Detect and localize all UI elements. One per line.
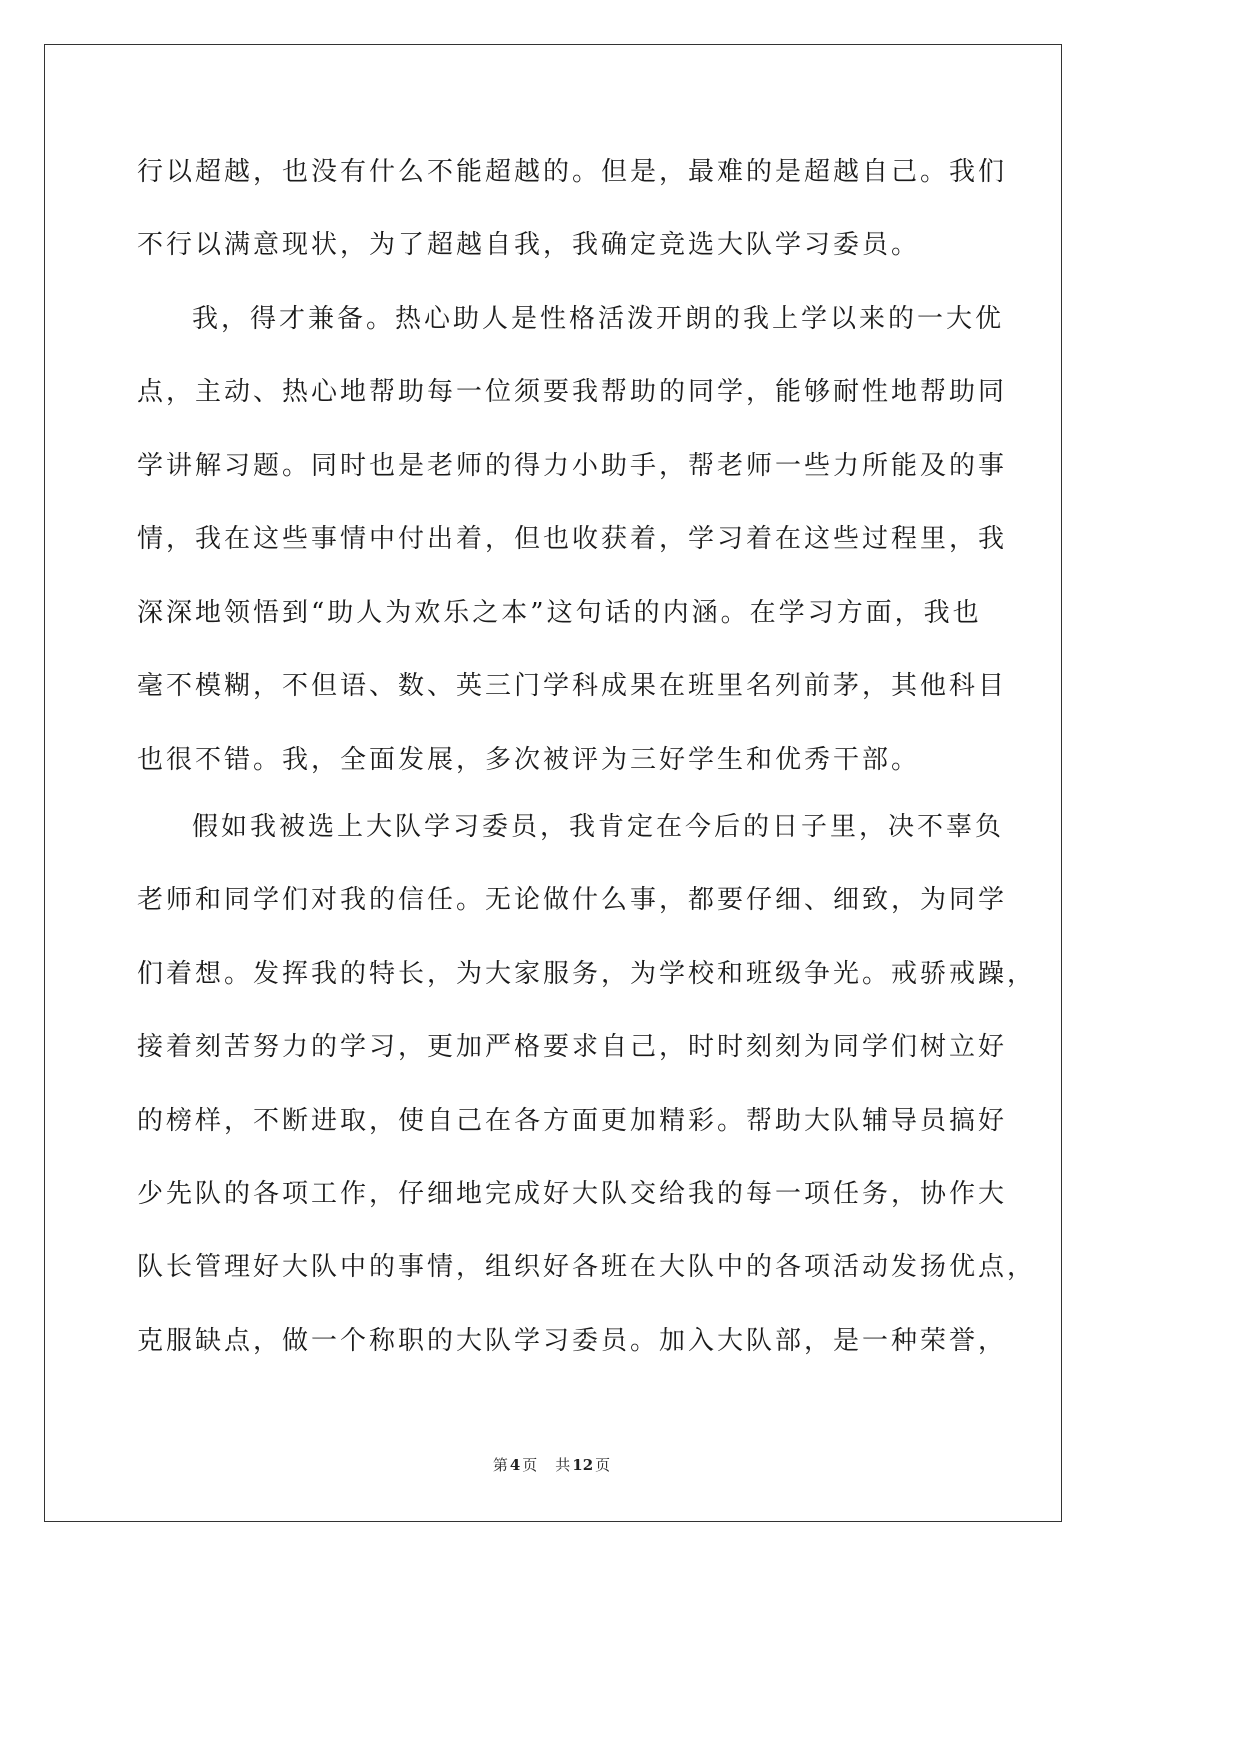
text-line: 情，我在这些事情中付出着，但也收获着，学习着在这些过程里，我 (137, 524, 1008, 554)
text-line: 也很不错。我，全面发展，多次被评为三好学生和优秀干部。 (137, 745, 921, 775)
text-line: 深深地领悟到“助人为欢乐之本”这句话的内涵。在学习方面，我也 (137, 598, 982, 628)
text-line: 们着想。发挥我的特长，为大家服务，为学校和班级争光。戒骄戒躁， (137, 959, 1037, 989)
total-prefix: 共 (555, 1456, 571, 1474)
page-number-total: 12 (572, 1456, 594, 1474)
text-line: 接着刻苦努力的学习，更加严格要求自己，时时刻刻为同学们树立好 (137, 1032, 1008, 1062)
page-number-current: 4 (509, 1456, 521, 1474)
text-line: 行以超越，也没有什么不能超越的。但是，最难的是超越自己。我们 (137, 157, 1008, 187)
text-line: 的榜样，不断进取，使自己在各方面更加精彩。帮助大队辅导员搞好 (137, 1106, 1008, 1136)
page-border (44, 44, 1062, 1522)
text-line: 毫不模糊，不但语、数、英三门学科成果在班里名列前茅，其他科目 (137, 671, 1008, 701)
text-line: 点，主动、热心地帮助每一位须要我帮助的同学，能够耐性地帮助同 (137, 377, 1008, 407)
text-line: 少先队的各项工作，仔细地完成好大队交给我的每一项任务，协作大 (137, 1179, 1008, 1209)
paragraph-start-line: 假如我被选上大队学习委员，我肯定在今后的日子里，决不辜负 (192, 812, 1005, 842)
text-line: 克服缺点，做一个称职的大队学习委员。加入大队部，是一种荣誉， (137, 1326, 1008, 1356)
page-footer (0, 1455, 1103, 1475)
text-line: 不行以满意现状，为了超越自我，我确定竞选大队学习委员。 (137, 230, 921, 260)
page-suffix: 页 (522, 1456, 538, 1474)
text-line: 学讲解习题。同时也是老师的得力小助手，帮老师一些力所能及的事 (137, 451, 1008, 481)
page-prefix: 第 (492, 1456, 508, 1474)
paragraph-start-line: 我，得才兼备。热心助人是性格活泼开朗的我上学以来的一大优 (192, 304, 1005, 334)
text-line: 队长管理好大队中的事情，组织好各班在大队中的各项活动发扬优点， (137, 1252, 1037, 1282)
total-suffix: 页 (595, 1456, 611, 1474)
text-line: 老师和同学们对我的信任。无论做什么事，都要仔细、细致，为同学 (137, 885, 1008, 915)
